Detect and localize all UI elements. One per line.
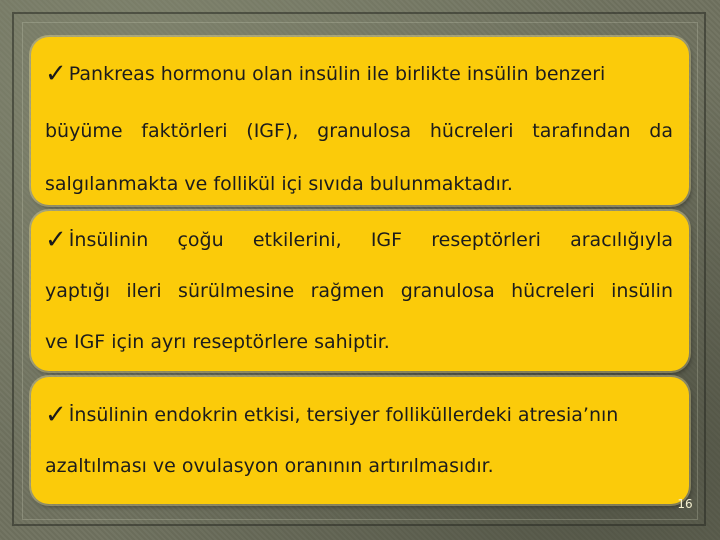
text-line: azaltılması ve ovulasyon oranının artırılmasıdır. bbox=[45, 455, 494, 477]
text-line bbox=[45, 402, 673, 428]
text-line-content: Pankreas hormonu olan insülin ile birlikte insülin benzeri bbox=[68, 63, 606, 85]
text-line bbox=[45, 61, 673, 87]
text-line-content: İnsülinin endokrin etkisi, tersiyer folliküllerdeki atresia’nın bbox=[68, 404, 619, 426]
checkmark-icon: ✓ bbox=[45, 59, 67, 89]
text-line: yaptığı ileri sürülmesine rağmen granulosa hücreleri insülin bbox=[45, 280, 673, 302]
text-box-2 bbox=[31, 211, 689, 371]
text-line-content: İnsülinin çoğu etkilerini, IGF reseptörleri aracılığıyla bbox=[68, 229, 673, 251]
text-line: büyüme faktörleri (IGF), granulosa hücreleri tarafından da bbox=[45, 120, 673, 142]
text-line: salgılanmakta ve follikül içi sıvıda bulunmaktadır. bbox=[45, 173, 513, 195]
text-box-3 bbox=[31, 377, 689, 504]
text-line: ve IGF için ayrı reseptörlere sahiptir. bbox=[45, 331, 390, 353]
text-line bbox=[45, 227, 673, 253]
checkmark-icon: ✓ bbox=[45, 400, 67, 430]
checkmark-icon: ✓ bbox=[45, 225, 67, 255]
text-box-1 bbox=[31, 37, 689, 205]
page-number: 16 bbox=[677, 497, 693, 511]
